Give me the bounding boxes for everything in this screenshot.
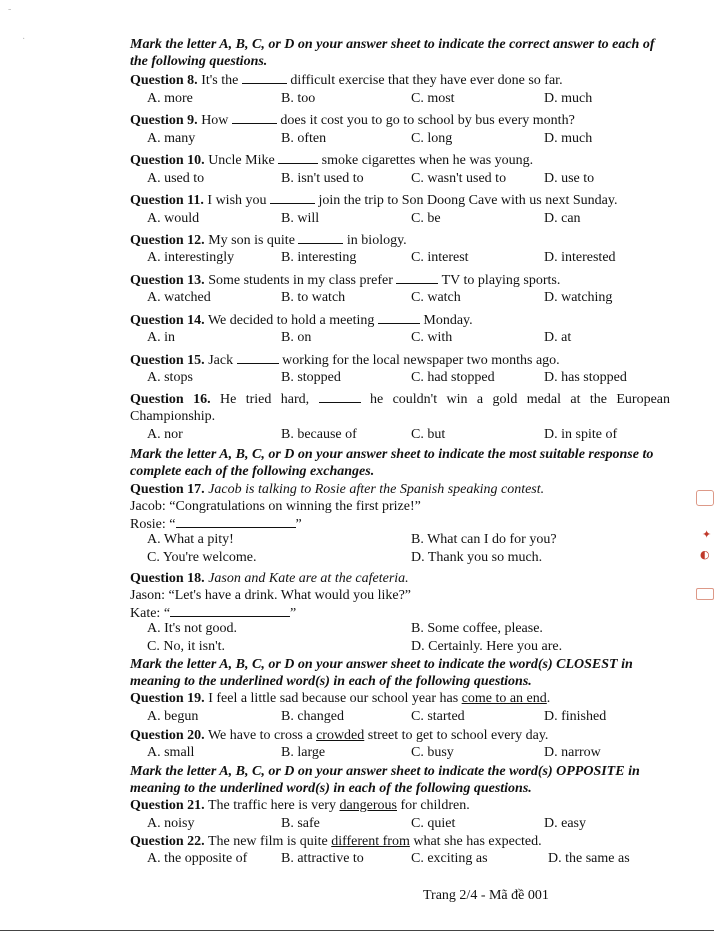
question-9: Question 9. How does it cost you to go to school by bus every month? [130,113,575,128]
option-c[interactable]: C. but [411,427,446,442]
question-17-options-row1 [147,532,707,549]
option-b[interactable]: B. attractive to [281,851,364,866]
question-10-options [147,171,707,188]
question-12-options [147,250,707,267]
question-18: Question 18. Jason and Kate are at the cafeteria. [130,571,409,586]
question-label: Question 14. [130,313,205,328]
option-d[interactable]: D. narrow [544,745,601,760]
option-b[interactable]: B. What can I do for you? [411,532,557,547]
answer-blank [176,515,296,528]
option-d[interactable]: D. Thank you so much. [411,550,543,565]
option-a[interactable]: A. What a pity! [147,532,234,547]
question-13-options [147,290,707,307]
question-21-options [147,816,707,833]
option-d[interactable]: D. Certainly. Here you are. [411,639,563,654]
question-13: Question 13. Some students in my class prefer TV to playing sports. [130,273,561,288]
option-b[interactable]: B. too [281,91,316,106]
instruction-opposite-meaning: Mark the letter A, B, C, or D on your answer sheet to indicate the word(s) OPPOSITE in meaning to the underlined word(s) in each of the following questions. [130,764,640,796]
option-b[interactable]: B. stopped [281,370,341,385]
question-label: Question 20. [130,728,205,743]
question-18-options-row2 [147,639,707,656]
option-a[interactable]: A. noisy [147,816,195,831]
option-c[interactable]: C. No, it isn't. [147,639,225,654]
question-label: Question 18. [130,571,205,586]
option-c[interactable]: C. long [411,131,453,146]
option-d[interactable]: D. interested [544,250,616,265]
option-a[interactable]: A. in [147,330,175,345]
option-d[interactable]: D. can [544,211,581,226]
instruction-closest-meaning: Mark the letter A, B, C, or D on your answer sheet to indicate the word(s) CLOSEST in meaning to the underlined word(s) in each of the following questions. [130,657,633,689]
question-label: Question 22. [130,834,205,849]
option-c[interactable]: C. with [411,330,453,345]
dialogue-response-line: Kate: “ ” [130,606,297,621]
option-a[interactable]: A. used to [147,171,205,186]
question-16-options [147,427,707,444]
option-d[interactable]: D. use to [544,171,595,186]
option-c[interactable]: C. most [411,91,455,106]
option-b[interactable]: B. changed [281,709,344,724]
option-a[interactable]: A. watched [147,290,211,305]
option-c[interactable]: C. interest [411,250,469,265]
question-19: Question 19. I feel a little sad because our school year has come to an end. [130,691,551,706]
answer-blank [278,151,318,164]
instruction-exchanges: Mark the letter A, B, C, or D on your answer sheet to indicate the most suitable response to complete each of the following exchanges. [130,447,654,479]
option-b[interactable]: B. isn't used to [281,171,364,186]
option-a[interactable]: A. interestingly [147,250,235,265]
question-9-options [147,131,707,148]
question-22-options [147,851,707,868]
option-d[interactable]: D. easy [544,816,586,831]
option-a[interactable]: A. many [147,131,196,146]
dialogue-line: Jason: “Let's have a drink. What would you like?” [130,588,412,603]
option-a[interactable]: A. small [147,745,195,760]
option-a[interactable]: A. stops [147,370,193,385]
question-label: Question 11. [130,193,204,208]
underlined-phrase: dangerous [339,798,397,813]
option-b[interactable]: B. large [281,745,326,760]
question-label: Question 15. [130,353,205,368]
question-17-options-row2 [147,550,707,567]
answer-blank [270,191,315,204]
corner-mark: · [22,34,26,45]
option-c[interactable]: C. You're welcome. [147,550,257,565]
question-label: Question 17. [130,482,205,497]
page-bottom-rule [0,930,714,931]
question-15-options [147,370,707,387]
question-label: Question 9. [130,113,198,128]
question-20-options [147,745,707,762]
option-a[interactable]: A. nor [147,427,183,442]
option-a[interactable]: A. more [147,91,193,106]
question-19-options [147,709,707,726]
option-a[interactable]: A. would [147,211,200,226]
question-12: Question 12. My son is quite in biology. [130,233,407,248]
option-b[interactable]: B. safe [281,816,320,831]
answer-blank [378,311,420,324]
question-10: Question 10. Uncle Mike smoke cigarettes when he was young. [130,153,534,168]
option-a[interactable]: A. the opposite of [147,851,248,866]
question-16: Question 16. He tried hard, he couldn't win a gold medal at the European Championship. [130,392,671,424]
question-22: Question 22. The new film is quite different from what she has expected. [130,834,542,849]
option-c[interactable]: C. watch [411,290,461,305]
answer-blank [170,604,290,617]
option-b[interactable]: B. often [281,131,327,146]
option-c[interactable]: C. had stopped [411,370,495,385]
option-d[interactable]: D. finished [544,709,607,724]
question-14-options [147,330,707,347]
underlined-phrase: come to an end [461,691,547,706]
option-c[interactable]: C. exciting as [411,851,488,866]
question-label: Question 16. [130,392,211,407]
option-b[interactable]: B. to watch [281,290,346,305]
question-label: Question 13. [130,273,205,288]
question-18-options-row1 [147,621,707,638]
corner-mark: - [8,4,12,15]
answer-blank [232,111,277,124]
underlined-phrase: crowded [316,728,365,743]
answer-blank [396,271,438,284]
question-label: Question 8. [130,73,198,88]
option-c[interactable]: C. started [411,709,465,724]
option-d[interactable]: D. at [544,330,572,345]
question-20: Question 20. We have to cross a crowded street to get to school every day. [130,728,549,743]
option-d[interactable]: D. watching [544,290,613,305]
option-c[interactable]: C. be [411,211,441,226]
option-b[interactable]: B. will [281,211,320,226]
option-d[interactable]: D. much [544,131,593,146]
option-b[interactable]: B. because of [281,427,357,442]
question-8-options [147,91,707,108]
question-21: Question 21. The traffic here is very dangerous for children. [130,798,470,813]
margin-stamp-icon [696,490,714,506]
option-d[interactable]: D. has stopped [544,370,627,385]
option-d[interactable]: D. in spite of [544,427,618,442]
question-label: Question 21. [130,798,205,813]
page-footer: Trang 2/4 - Mã đề 001 [423,888,549,903]
option-b[interactable]: B. interesting [281,250,357,265]
option-d[interactable]: D. much [544,91,593,106]
option-b[interactable]: B. Some coffee, please. [411,621,543,636]
margin-stamp-icon [696,588,714,600]
underlined-phrase: different from [331,834,410,849]
option-b[interactable]: B. on [281,330,312,345]
margin-stamp-icon: ◐ [700,548,710,561]
margin-stamp-icon: ✦ [702,528,712,541]
answer-blank [242,71,287,84]
dialogue-line: Jacob: “Congratulations on winning the first prize!” [130,499,421,514]
question-8: Question 8. It's the difficult exercise that they have ever done so far. [130,73,563,88]
option-a[interactable]: A. begun [147,709,199,724]
answer-blank [298,231,343,244]
dialogue-response-line: Rosie: “ ” [130,517,302,532]
question-label: Question 19. [130,691,205,706]
option-a[interactable]: A. It's not good. [147,621,238,636]
question-label: Question 12. [130,233,205,248]
answer-blank [237,351,279,364]
question-11: Question 11. I wish you join the trip to Son Doong Cave with us next Sunday. [130,193,618,208]
instruction-correct-answer: Mark the letter A, B, C, or D on your answer sheet to indicate the correct answer to each of the following questions. [130,37,655,69]
question-14: Question 14. We decided to hold a meeting Monday. [130,313,473,328]
option-d[interactable]: D. the same as [548,851,630,866]
question-17: Question 17. Jacob is talking to Rosie after the Spanish speaking contest. [130,482,545,497]
question-label: Question 10. [130,153,205,168]
question-11-options [147,211,707,228]
option-c[interactable]: C. wasn't used to [411,171,507,186]
option-c[interactable]: C. busy [411,745,454,760]
option-c[interactable]: C. quiet [411,816,456,831]
answer-blank [319,390,361,403]
question-15: Question 15. Jack working for the local newspaper two months ago. [130,353,560,368]
